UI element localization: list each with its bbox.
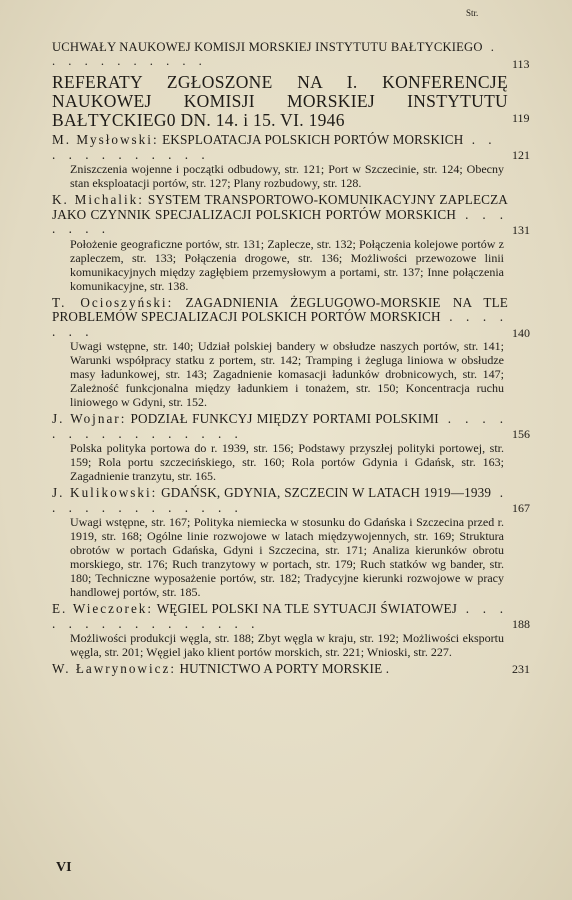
entry-title: UCHWAŁY NAUKOWEJ KOMISJI MORSKIEJ INSTYTUTU BAŁTYCKIEGO . . . . . . . . . . . [52,40,499,68]
entry-description: Położenie geograficzne portów, str. 131; Zaplecze, str. 132; Połączenia kolejowe portów z zapleczem, str. 133; Połączenia drogowe, str. 136; Możliwości przewozowe linii komunikacyjnych między zagłębiem przemysłowym a portami, str. 137; Inne połączenia komunikacyjne, str. 138. [70,236,504,293]
page-number-footer: VI [56,860,72,875]
toc-entry [52,192,530,293]
entry-page: 167 [512,501,530,515]
entry-title: T. Ocioszyński: ZAGADNIENIA ŻEGLUGOWO-MORSKIE NA TLE PROBLEMÓW SPECJALIZACJI POLSKICH PORTÓW MORSKICH . . . . . . . [52,294,508,339]
entry-title: J. Kulikowski: GDAŃSK, GDYNIA, SZCZECIN W LATACH 1919—1939 . . . . . . . . . . . . . [52,485,509,515]
entry-description: Uwagi wstępne, str. 167; Polityka niemiecka w stosunku do Gdańska i Szczecina przed r. 1919, str. 168; Ogólne linie rozwojowe w latach międzywojennych, str. 169; Struktura obrotów w portach Gdańska, Gdyni i Szczecina, str. 171; Analiza kierunków obrotu morskiego, str. 176; Ruch tranzytowy w portach, str. 179; Ruch statków wg bander, str. 180; Techniczne wyposażenie portów, str. 182; Tradycyjne kierunki rozwojowe w pracy handlowej portów, str. 185. [70,515,504,599]
entry-page: 188 [512,617,530,631]
entry-page: 231 [512,662,530,676]
toc-entry [52,40,530,71]
entry-title: W. Ławrynowicz: HUTNICTWO A PORTY MORSKIE . [52,661,390,676]
toc-entry [52,132,530,190]
entry-page: 131 [512,223,530,237]
toc-entry [52,72,530,130]
toc-entry [52,485,530,599]
entry-title: E. Wieczorek: WĘGIEL POLSKI NA TLE SYTUACJI ŚWIATOWEJ . . . . . . . . . . . . . . . . [52,601,508,631]
entry-description: Polska polityka portowa do r. 1939, str. 156; Podstawy przyszłej polityki portowej, str. 159; Rola portu szczecińskiego, str. 160; Rola portów Gdynia i Gdańsk, str. 163; Zagadnienie tranzytu, str. 165. [70,441,504,483]
entry-page: 113 [512,57,530,71]
entry-page: 121 [512,148,530,162]
entry-description: Zniszczenia wojenne i początki odbudowy, str. 121; Port w Szczecinie, str. 124; Obecny stan eksploatacji portów, str. 127; Plany rozbudowy, str. 128. [70,162,504,190]
page-column-label: Str. [466,8,479,18]
toc-entry [52,294,530,410]
toc-entry [52,601,530,659]
toc-entry [52,661,530,677]
entry-description: Uwagi wstępne, str. 140; Udział polskiej bandery w obsłudze naszych portów, str. 141; Warunki współpracy statku z portem, str. 142; Tramping i żegluga liniowa w obsłudze masy ładunkowej, str. 143; Zagadnienie komasacji ładunków drobnicowych, str. 147; Zależność funkcjonalna między ładunkiem i tonażem, str. 150; Koncentracja ruchu liniowego w Gdyni, str. 152. [70,339,504,409]
entry-title: REFERATY ZGŁOSZONE NA I. KONFERENCJĘ NAUKOWEJ KOMISJI MORSKIEJ INSTYTUTU BAŁTYCKIEG0 DN. 14. i 15. VI. 1946 [52,72,508,130]
entry-description: Możliwości produkcji węgla, str. 188; Zbyt węgla w kraju, str. 192; Możliwości eksportu węgla, str. 201; Węgiel jako klient portów morskich, str. 221; Wnioski, str. 227. [70,631,504,659]
entry-page: 140 [512,325,530,340]
entry-page: 156 [512,427,530,441]
entry-title: J. Wojnar: PODZIAŁ FUNKCYJ MIĘDZY PORTAMI POLSKIMI . . . . . . . . . . . . . . . . [52,411,509,441]
entry-page: 119 [512,111,530,125]
entry-title: M. Mysłowski: EKSPLOATACJA POLSKICH PORTÓW MORSKICH . . . . . . . . . . . . [52,132,497,162]
toc-entry [52,411,530,483]
entry-title: K. Michalik: SYSTEM TRANSPORTOWO-KOMUNIKACYJNY ZAPLECZA JAKO CZYNNIK SPECJALIZACJI POLSKICH PORTÓW MORSKICH . . . . . . . [52,192,508,236]
